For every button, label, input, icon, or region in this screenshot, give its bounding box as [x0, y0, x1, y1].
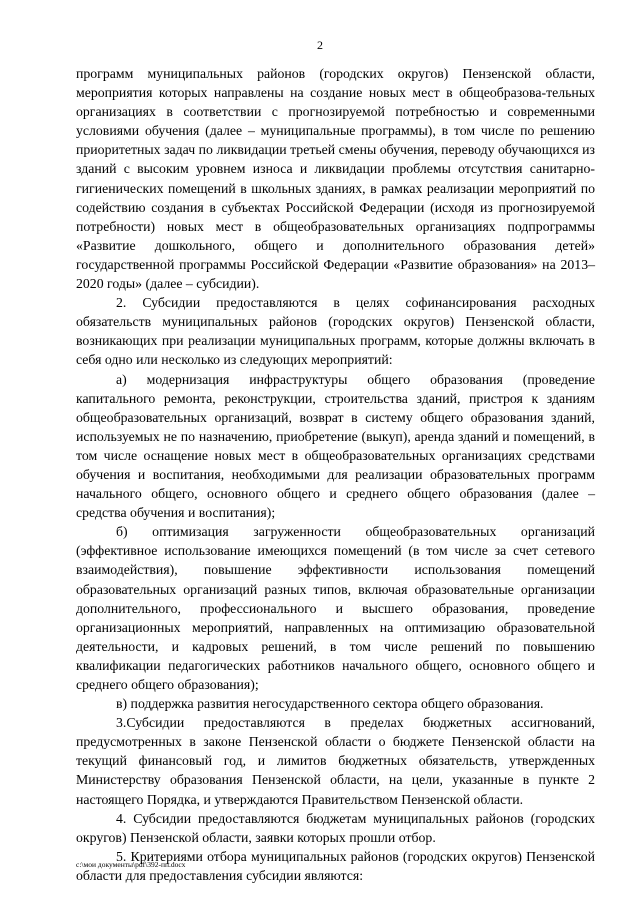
document-body: [76, 64, 595, 885]
paragraph-continuation: программ муниципальных районов (городских округов) Пензенской области, мероприятия которых направлены на создание новых мест в общеобразова-тельных организациях в соответствии с прогнозируемой потребностью и современными условиями обучения (далее – муниципальные программы), в том числе по решению приоритетных задач по ликвидации третьей смены обучения, переводу обучающихся из зданий с высоким уровнем износа и ликвидации проблемы отсутствия санитарно-гигиенических помещений в школьных зданиях, в рамках реализации мероприятий по содействию создания в субъектах Российской Федерации (исходя из прогнозируемой потребности) новых мест в общеобразовательных организациях подпрограммы «Развитие дошкольного, общего и дополнительного образования детей» государственной программы Российской Федерации «Развитие образования» на 2013–2020 годы» (далее – субсидии).: [76, 66, 595, 292]
paragraph-subitem-a: а) модернизация инфраструктуры общего образования (проведение капитального ремонта, реконструкции, строительства зданий, пристроя к зданиям общеобразовательных организаций, возврат в систему общего образования зданий, используемых не по назначению, приобретение (выкуп), аренда зданий и помещений, в том числе оснащение новых мест в общеобразовательных организациях средствами обучения и воспитания, необходимыми для реализации образовательных программ начального общего, основного общего и среднего общего образования (далее – средства обучения и воспитания);: [76, 371, 595, 521]
paragraph-subitem-v: в) поддержка развития негосударственного сектора общего образования.: [116, 696, 544, 712]
paragraph-item-5: 5. Критериями отбора муниципальных районов (городских округов) Пензенской области для предоставления субсидии являются:: [76, 848, 595, 883]
paragraph-item-3: 3.Субсидии предоставляются в пределах бюджетных ассигнований, предусмотренных в законе Пензенской области о бюджете Пензенской области на текущий финансовый год, и лимитов бюджетных обязательств, утвержденных Министерству образования Пензенской области, на цели, указанные в пункте 2 настоящего Порядка, и утверждаются Правительством Пензенской области.: [76, 715, 595, 807]
page-number: 2: [317, 38, 323, 52]
paragraph-item-2: 2. Субсидии предоставляются в целях софинансирования расходных обязательств муниципальных районов (городских округов) Пензенской области, возникающих при реализации муниципальных программ, которые должны включать в себя одно или несколько из следующих мероприятий:: [76, 295, 595, 368]
paragraph-subitem-b: б) оптимизация загруженности общеобразовательных организаций (эффективное использование имеющихся помещений (в том числе за счет сетевого взаимодействия), повышение эффективности использования помещений образовательных организаций разных типов, включая образовательные организации дополнительного, профессионального и высшего образования, проведение организационных мероприятий, направленных на оптимизацию образовательной деятельности, и кадровых решений, в том числе решений по повышению квалификации педагогических работников начального общего, основного общего и среднего общего образования);: [76, 524, 595, 692]
footer-file-path: c:\мои документы\pdf\392-пп.docx: [76, 860, 186, 869]
paragraph-item-4: 4. Субсидии предоставляются бюджетам муниципальных районов (городских округов) Пензенской области, заявки которых прошли отбор.: [76, 810, 595, 845]
